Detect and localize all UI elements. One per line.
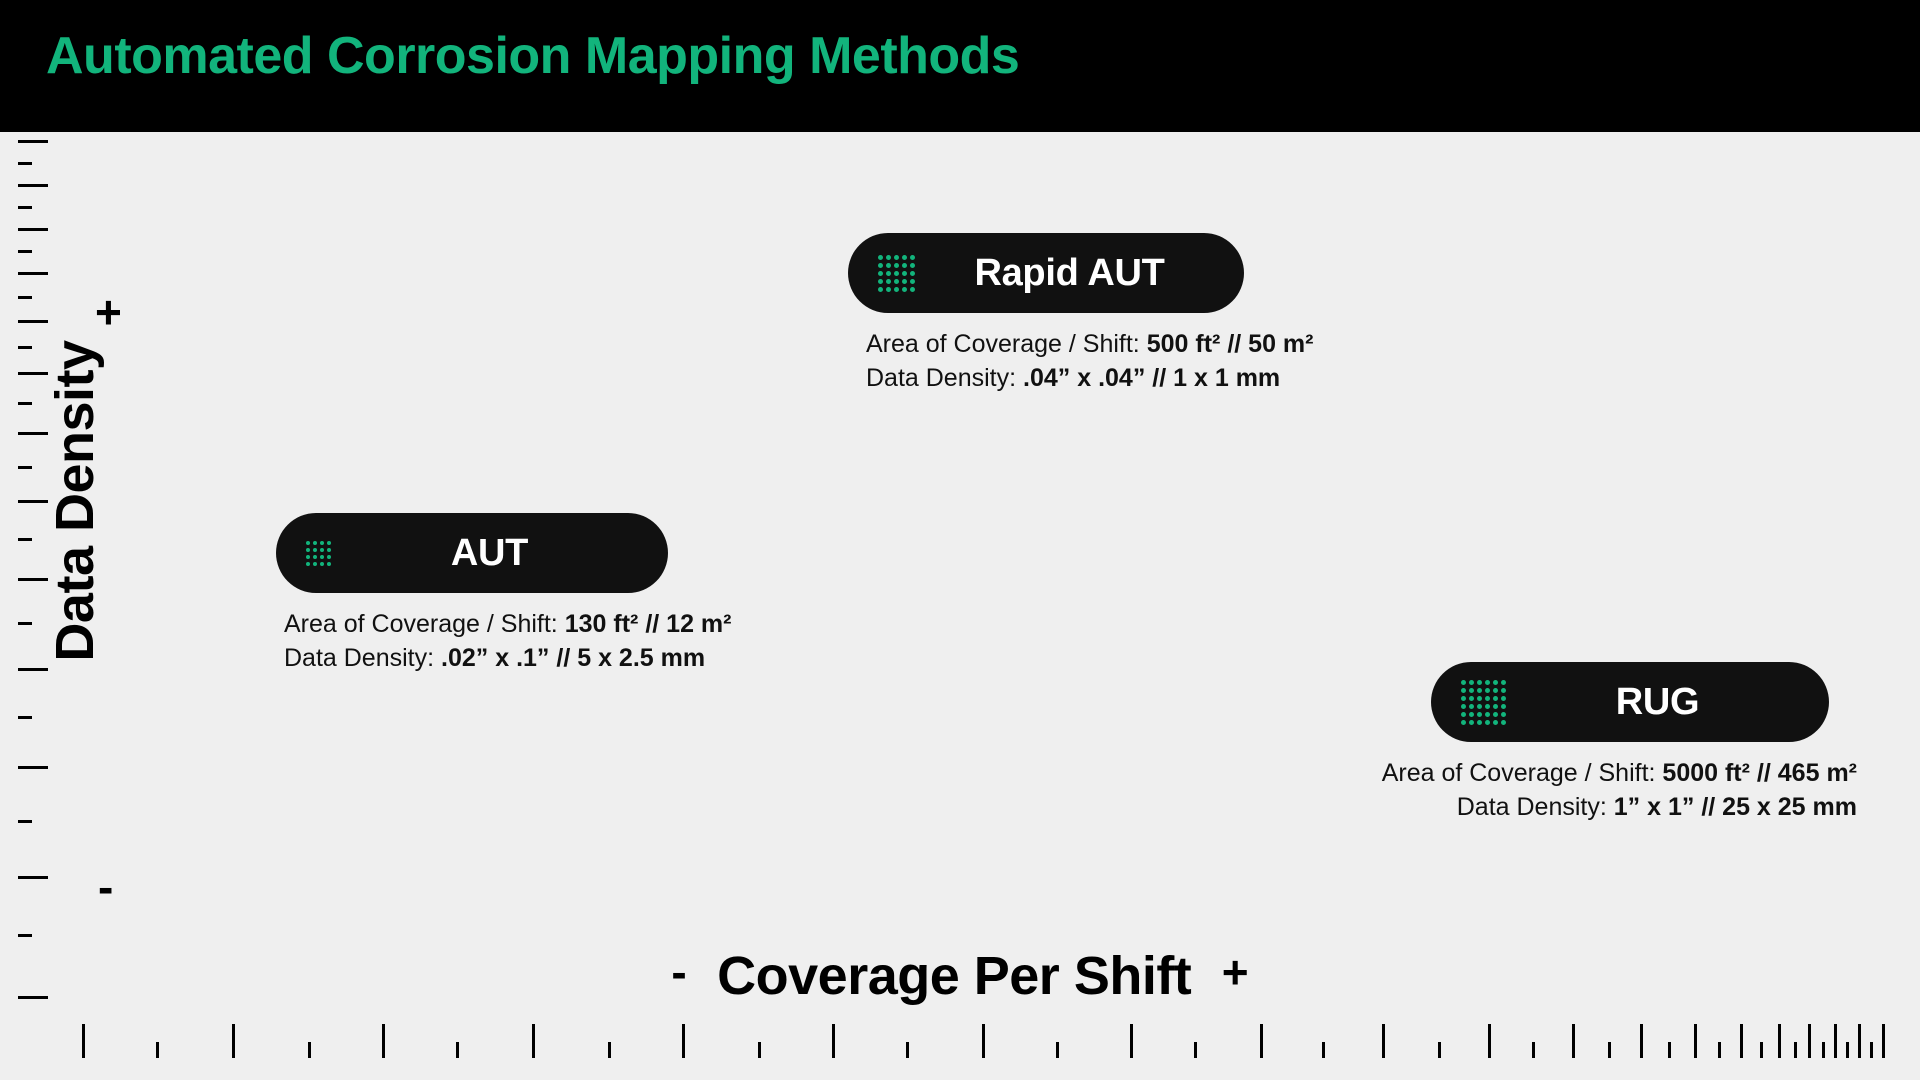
stat-separator: //: [1152, 364, 1167, 392]
stat-separator: //: [1701, 793, 1716, 821]
dot-grid-icon: [306, 541, 331, 566]
stat-separator: //: [645, 610, 660, 638]
y-axis-label: Data Density: [45, 340, 105, 662]
y-axis-minus-sign: -: [98, 861, 114, 913]
density-imperial: .02” x .1”: [441, 644, 550, 672]
density-label: Data Density:: [1456, 793, 1607, 821]
density-label: Data Density:: [866, 364, 1017, 392]
coverage-metric: 12 m²: [666, 610, 732, 638]
density-line: [866, 361, 1313, 395]
density-metric: 1 x 1 mm: [1173, 364, 1281, 392]
stat-separator: //: [556, 644, 571, 672]
page-title: Automated Corrosion Mapping Methods: [46, 27, 1020, 85]
method-label-aut: AUT: [450, 531, 529, 574]
stat-separator: //: [1756, 759, 1771, 787]
coverage-imperial: 5000 ft²: [1662, 759, 1750, 787]
coverage-line: [866, 327, 1313, 361]
dot-grid-icon: [1461, 680, 1506, 725]
density-line: [1231, 790, 1857, 824]
method-node-rug[interactable]: [1381, 662, 1857, 824]
method-stats-rug: [1231, 756, 1857, 824]
density-metric: 5 x 2.5 mm: [577, 644, 706, 672]
coverage-imperial: 130 ft²: [564, 610, 639, 638]
x-axis-tick-marks: [60, 1022, 1900, 1058]
density-imperial: .04” x .04”: [1023, 364, 1146, 392]
method-node-aut[interactable]: [276, 513, 731, 675]
density-imperial: 1” x 1”: [1613, 793, 1695, 821]
coverage-label: Area of Coverage / Shift:: [866, 330, 1140, 358]
density-line: [284, 641, 731, 675]
dot-grid-icon: [878, 255, 915, 292]
coverage-line: [1231, 756, 1857, 790]
method-pill-rapid-aut[interactable]: [848, 233, 1244, 313]
x-axis-label-group: [0, 945, 1920, 1007]
method-stats-rapid-aut: [848, 327, 1313, 395]
coverage-label: Area of Coverage / Shift:: [1381, 759, 1656, 787]
x-axis-minus-sign: -: [671, 946, 687, 998]
method-label-rapid-aut: Rapid AUT: [974, 251, 1165, 294]
method-stats-aut: [276, 607, 731, 675]
stat-separator: //: [1227, 330, 1242, 358]
coverage-metric: 50 m²: [1248, 330, 1314, 358]
coverage-imperial: 500 ft²: [1146, 330, 1221, 358]
coverage-line: [284, 607, 731, 641]
method-node-rapid-aut[interactable]: [848, 233, 1313, 395]
coverage-metric: 465 m²: [1777, 759, 1857, 787]
method-label-rug: RUG: [1615, 680, 1700, 723]
coverage-label: Area of Coverage / Shift:: [284, 610, 558, 638]
y-axis-plus-sign: +: [95, 286, 122, 338]
header-bar: [0, 0, 1920, 132]
density-metric: 25 x 25 mm: [1722, 793, 1857, 821]
method-pill-rug[interactable]: [1431, 662, 1829, 742]
x-axis-label: Coverage Per Shift: [717, 946, 1192, 1006]
density-label: Data Density:: [284, 644, 435, 672]
x-axis-plus-sign: +: [1221, 946, 1249, 998]
method-pill-aut[interactable]: [276, 513, 668, 593]
